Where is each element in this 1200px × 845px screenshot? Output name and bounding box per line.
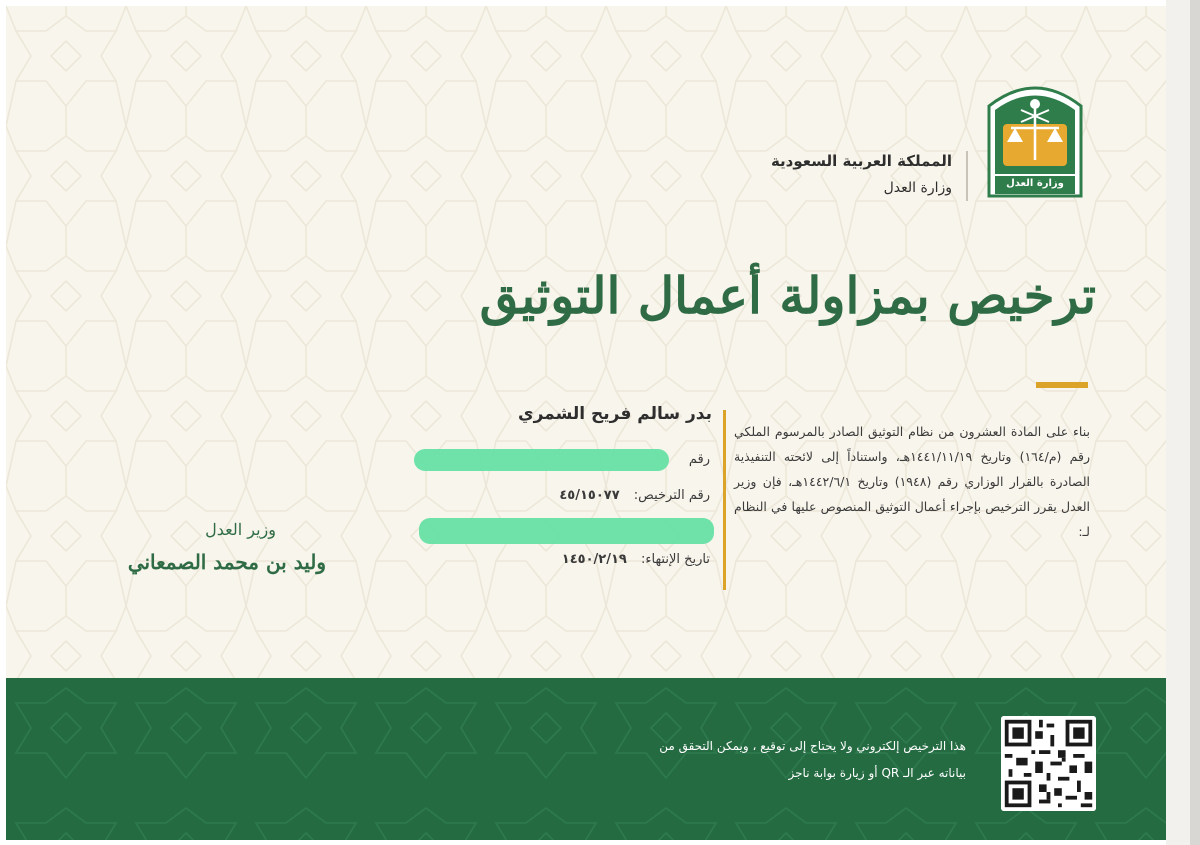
holder-name: بدر سالم فريح الشمري <box>518 404 712 424</box>
license-body-text: بناء على المادة العشرون من نظام التوثيق الصادر بالمرسوم الملكي رقم (م/١٦٤) وتاريخ ١٤٤١/١١/١٩هـ، واستناداً إلى لائحته التنفيذية الصادرة بالقرار الوزاري رقم (١٩٤٨) وتاريخ ١٤٤٢/٦/١هـ، فإن وزير العدل يقرر الترخيص بإجراء أعمال التوثيق المنصوص عليها في النظام لـ: <box>734 424 1091 539</box>
certificate-title: ترخيص بمزاولة أعمال التوثيق <box>479 266 1096 325</box>
expiry-date-value: ١٤٥٠/٢/١٩ <box>561 552 627 567</box>
title-underline <box>1036 382 1088 388</box>
footer-band <box>6 678 1166 840</box>
redaction-mark <box>419 518 714 544</box>
license-number-field <box>446 488 710 503</box>
section-divider <box>723 410 726 590</box>
qr-code[interactable] <box>1001 716 1096 811</box>
expiry-date-field <box>446 552 710 567</box>
footer-line-1: هذا الترخيص إلكتروني ولا يحتاج إلى توقيع ، ويمكن التحقق من <box>659 739 966 753</box>
minister-signature: وليد بن محمد الصمعاني <box>127 550 326 574</box>
emblem-label: وزارة العدل <box>1006 178 1064 189</box>
id-number-label: رقم <box>688 452 710 467</box>
license-certificate <box>6 6 1166 840</box>
minister-title: وزير العدل <box>205 520 276 539</box>
header-divider <box>966 151 968 201</box>
footer-note <box>554 733 966 787</box>
footer-line-2: بياناته عبر الـ QR أو زيارة بوابة ناجز <box>788 766 966 780</box>
license-number-value: ٤٥/١٥٠٧٧ <box>559 488 620 503</box>
redaction-mark <box>414 449 669 471</box>
country-name: المملكة العربية السعودية <box>770 152 952 170</box>
expiry-date-label: تاريخ الإنتهاء: <box>640 552 710 567</box>
license-number-label: رقم الترخيص: <box>633 488 710 503</box>
outer-edge <box>1190 0 1200 845</box>
ministry-name: وزارة العدل <box>883 180 952 196</box>
ministry-header <box>692 148 952 202</box>
